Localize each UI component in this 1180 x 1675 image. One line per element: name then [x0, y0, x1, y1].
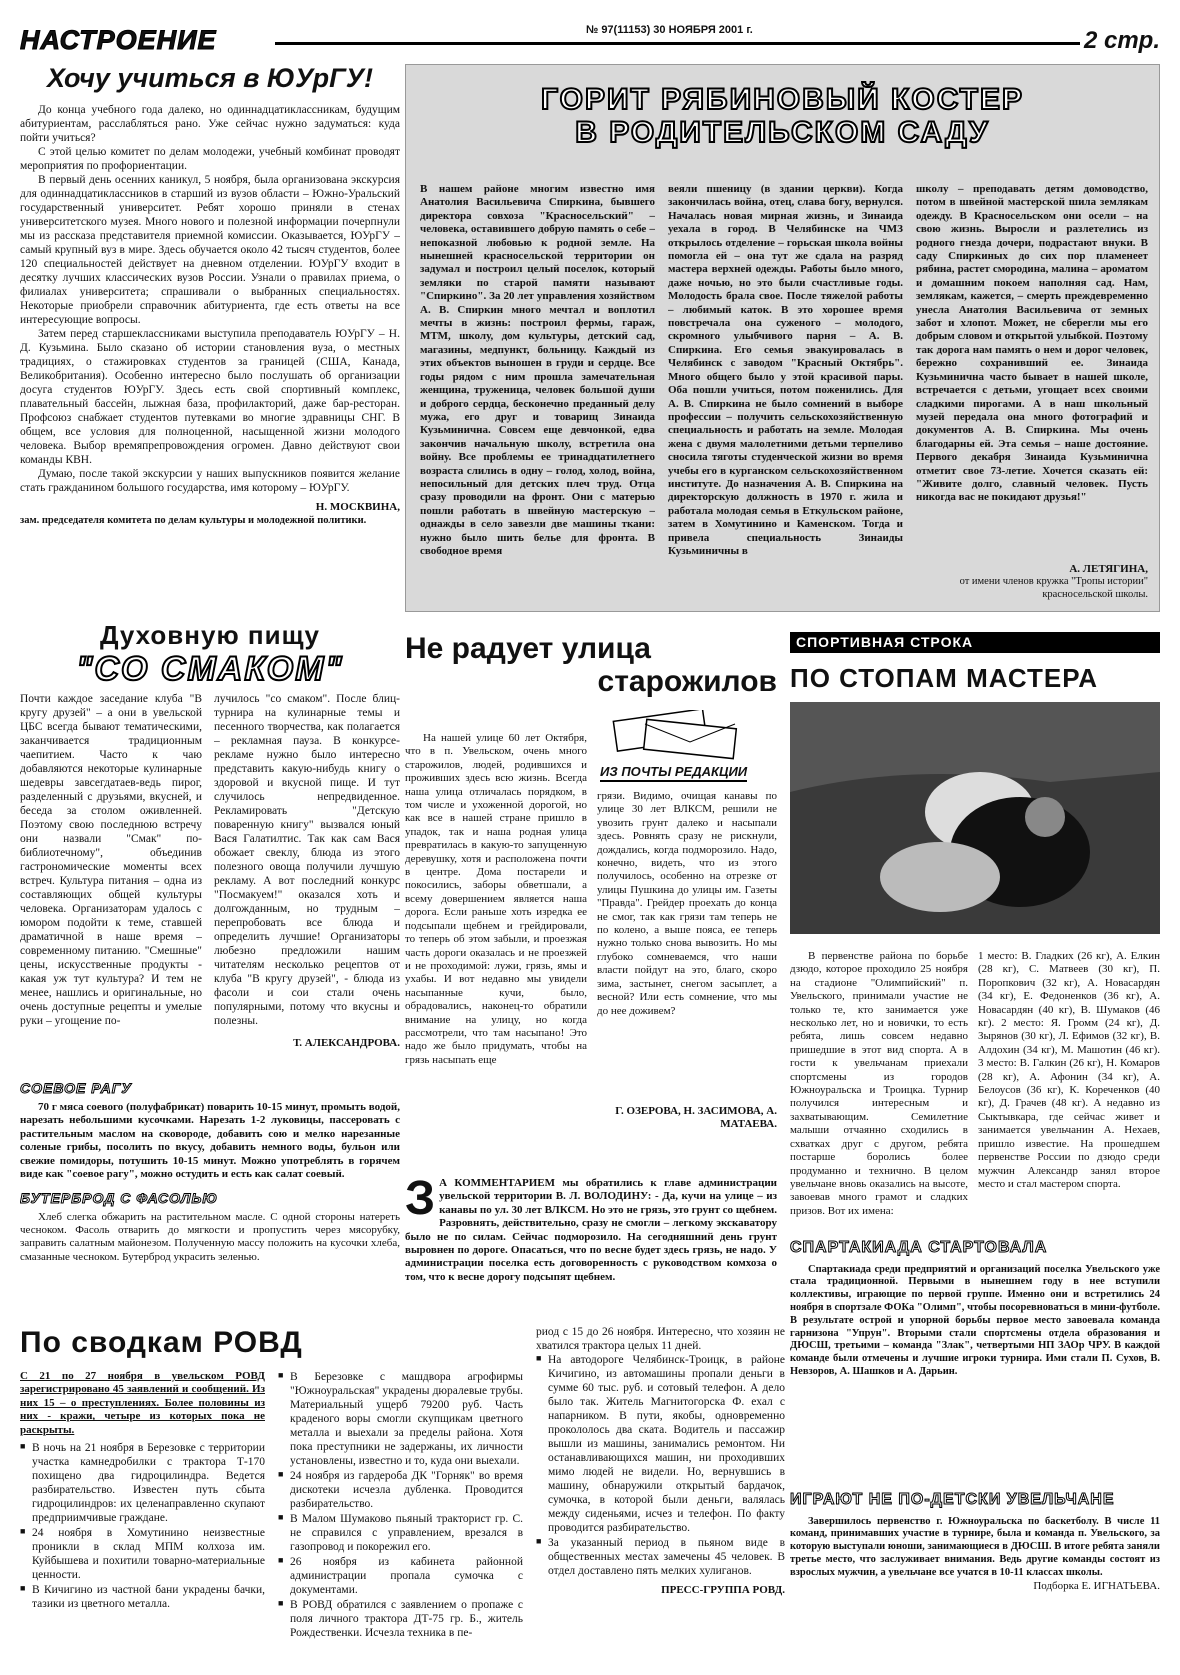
article-sport	[790, 632, 1160, 1232]
text-column: грязи. Видимо, очищая канавы по улице 30 лет ВЛКСМ, решили не увозить грунт далеко и насыпали здесь. Ровнять сразу не рискнули, дождались, когда подморозило. Надо, конечно, видеть, что из этого получилось, особенно на отрезке от улицы Пушкина до улицы им. Газеты "Правда". Грейдер проехать до конца не смог, так как грязи там теперь не по колено, а выше пояса, ее теперь нужно только снова вывозить. Но мы глубоко сомневаемся, что наши власти пойдут на это, благо, скоро зима, застынет, снегом засыплет, а весной? Или есть сомнение, что мы до нее доживем? Г. ОЗЕРОВА, Н. ЗАСИМОВА, А. МАТАЕВА.	[597, 790, 777, 1131]
article-title: ГОРИТ РЯБИНОВЫЙ КОСТЕР В РОДИТЕЛЬСКОМ САДУ	[541, 83, 1024, 149]
article-basketball	[790, 1490, 1160, 1675]
list-item: ■ В РОВД обратился с заявлением о пропаже с поля личного трактора ДТ-75 гр. Б., житель Рождественки. Исчезла техника в пе-	[278, 1598, 523, 1640]
lead: С 21 по 27 ноября в увельском РОВД зарегистрировано 45 заявлений и сообщений. Из них 15 – о преступлениях. Более половины из них - кражи, четыре из которых пока не раскрыты.	[20, 1370, 265, 1436]
article-title: Хочу учиться в ЮУрГУ!	[47, 63, 373, 93]
author: Н. МОСКВИНА,	[315, 501, 400, 514]
author: А. ЛЕТЯГИНА,	[1069, 563, 1148, 575]
recipe-title: СОЕВОЕ РАГУ	[20, 1080, 132, 1096]
article-ryabina	[405, 64, 1160, 612]
envelopes-icon	[605, 710, 755, 760]
section-title: НАСТРОЕНИЕ	[20, 25, 217, 55]
article-title: ПО СТОПАМ МАСТЕРА	[790, 663, 1099, 694]
page-number: 2 стр.	[1083, 27, 1160, 54]
masthead	[20, 24, 1160, 58]
list-item: ■ На автодороге Челябинск-Троицк, в районе Кичигино, из автомашины пропали деньги в сумме 60 тыс. руб. и сотовый телефон. А дело было так. Житель Магнитогорска Ф. ехал с напарником. В пути, якобы, одновременно прокололось два ската. Водитель и пассажир вышли из машины, занимались ремонтом. Ни останавливающихся машин, ни проходивших мимо людей не видели. Но, вернувшись в машину, обнаружили открытый бардачок, сумочка, в которой были деньги, валялась между сиденьями, исчез и телефон. По факту проводится разбирательство.	[536, 1353, 785, 1535]
recipes	[20, 1080, 400, 1320]
text-column: На нашей улице 60 лет Октября, что в п. Увельском, очень много старожилов, людей, родившихся и проживших здесь всю жизнь. Всегда наша улица отличалась порядком, в том числе и ухоженной дорогой, но как все в нашей стране пришло в упадок, так и наша родная улица превратилась в какую-то запущенную деревушку, хотя и расположена почти в центре. Дома постарели и покосились, заборы обветшали, а всему довершением является наша дорога. Если раньше хоть изредка ее подсыпали щебнем и грейдировали, то теперь об этом забыли, и проезжая часть дороги оказалась и не проезжей и не проходимой: лужи, грязь, ямы и ухабы. И вот недавно мы увидели насыпанные кучи, было, обрадовались, наконец-то обратили внимание на улицу, но когда рассмотрели, что там насыпано! Это надо же было придумать, чтобы на грязь насыпать еще	[405, 732, 587, 1066]
crime-list	[536, 1353, 785, 1578]
recipe-text: 70 г мяса соевого (полуфабрикат) поварить 10-15 минут, промыть водой, нарезать небольшими кусочками. Нарезать 1-2 луковицы, пассеровать с растительным маслом на сковороде, добавить сою и мелко нарезанные соленые грибы, посолить по вкусу, добавить немного воды, бульон или свежие помидоры, потушить 10-15 минут. Можно употреблять в горячем виде как "соевое рагу", можно остудить и есть как салат соевый.	[20, 1101, 400, 1181]
article-yurgu	[20, 62, 400, 622]
text-column: Почти каждое заседание клуба "В кругу друзей" – а они в увельской ЦБС всегда бывают тематическими, заканчивается традиционным чаепитием. Часто к чаю добавляются некоторые кулинарные шедевры завсегдатаев-ведь пирог, разделенный с друзьями, вкусней, и беседа за столом оживленней. Поэтому свою последнюю встречу они назвали "Смак" по-библиотечному", объединив гастрономические моменты всех встреч. Культура питания – одна из составляющих общей культуры человека. Организаторам удалось с юмором подойти к теме, ставшей драматичной в наше время – современному питанию. "Смешные" цены, искусственные продукты - какая уж тут культура? И тем не менее, нашлись и оригинальные, но очень доступные рецепты и умелые руки – угощение по-	[20, 693, 202, 1028]
author: Подборка Е. ИГНАТЬЕВА.	[1033, 1579, 1160, 1592]
text-column: 1 место: В. Гладких (26 кг), А. Елкин (28 кг), С. Матвеев (30 кг), П. Поропкович (32 кг), А. Новасардян (34 кг), Е. Федоненков (36 кг), А. Новасардян (40 кг), В. Шумаков (46 кг). 2 место: Я. Громм (24 кг), Д. Зырянов (30 кг), Л. Ефимов (32 кг), В. Алдохин (34 кг), М. Машотин (46 кг). 3 место: В. Галкин (26 кг), Н. Комаров (28 кг), А. Афонин (34 кг), А. Белоусов (36 кг), К. Кореченков (40 кг), Д. Грачев (48 кг). А недавно из Сыктывкара, где сейчас живет и занимается увельчанин А. Нехаев, пришло известие. На прошедшем первенстве России по дзюдо среди мужчин Александр занял второе место и стал мастером спорта.	[978, 950, 1160, 1190]
paragraph: Затем перед старшеклассниками выступила преподаватель ЮУрГУ – Н. Д. Кузьмина. Было сказано об истории становления вуза, о местных традициях, о стажировках студентов за границей (США, Канада, Великобритания). Особенно интересно было послушать об организации досуга студентов ЮУрГУ. Здесь есть свой спортивный комплекс, плавательный бассейн, лыжная база, профилакторий, даже бар-ресторан. Профсоюз снабжает студентов путевками во многие здравницы СНГ. В общем, все условия для полноценной, насыщенной жизни молодого человека. Выбор времяпрепровождения огромен. Давно действуют свои команды КВН.	[20, 328, 400, 467]
paragraph: Завершилось первенство г. Южноуральска по баскетболу. В числе 11 команд, принимавших участие в турнире, была и команда п. Увельского, за которую выступали юноши, занимающиеся в ДЮСШ. В итоге ребята заняли третье место, что заслуживает внимания. Ведь другие команды состоят из взрослых мужчин, а увельчане все учатся в 10-11 классах школы.	[790, 1515, 1160, 1578]
list-item: ■ В Кичигино из частной бани украдены бачки, тазики из цветного металла.	[20, 1583, 265, 1611]
masthead-rule	[275, 42, 1080, 45]
text-column: школу – преподавать детям домоводство, потом в швейной мастерской шила землякам одежду. В Красносельском они осели – на свою жизнь. Выросли и разлетелись из родного гнезда дочери, подрастают внуки. В саду Спиркиных до сих пор пламенеет рябина, растет смородина, малина – ароматом и домашним покоем наполняя сад. Нам, землякам, кажется, – смерть преждевременно унесла Анатолия Васильевича от земных забот и хлопот. Может, не сберегли мы его добрым словом и открытой улыбкой. Поэтому так дорога нам память о нем и дорог человек, бережно сохранивший ее. Зинаида Кузьминична часто бывает в нашей школе, встречается с детьми, угощает всех своими сладкими пирогами. А в наш школьный музей передала она много фотографий и документов А. В. Спиркина. Мы очень благодарны ей. Эта семья – наше достояние. Первого декабря Зинаида Кузьминична отметит свое 73-летие. Хочется сказать ей: "Живите долго, славный человек. Пусть никогда вас не покидают друзья!" А. ЛЕТЯГИНА, от имени членов кружка "Тропы истории" красносельской школы.	[916, 183, 1148, 601]
recipe-title: БУТЕРБРОД С ФАСОЛЬЮ	[20, 1189, 218, 1206]
author: Т. АЛЕКСАНДРОВА.	[293, 1037, 400, 1049]
paragraph: В первый день осенних каникул, 5 ноября, была организована экскурсия для одиннадцатиклассников в старший из вузов области – Южно-Уральский государственный университет. Ребят хорошо приняли в стенах университетского музея. Много нового и полезной информации почерпнули мы из рассказа представителя приемной комиссии. Оказывается, ЮУрГУ – самый крупный вуз в мире. Здесь обучается около 42 тысяч студентов, более 120 специальностей действует на дневном отделении. ЮУрГУ входит в десятку лучших классических вузов России. Узнали о правилах приема, о филиалах университета; спрашивали о выбранных специальностях. Некоторые приобрели справочник абитуриента, где есть ответы на все интересующие вопросы.	[20, 174, 400, 327]
article-title: Не радует улица старожилов	[405, 632, 777, 698]
text-column	[278, 1370, 523, 1675]
crime-list	[278, 1370, 523, 1640]
text-column: В нашем районе многим известно имя Анатолия Васильевича Спиркина, бывшего директора совхоза "Красносельский" – человека, оставившего добрую память о себе – непоказной любовью к родной земле. На нынешней красносельской территории он задумал и построил целый поселок, который земляки по старой памяти называют "Спиркино". За 20 лет управления хозяйством А. В. Спиркин много мечтал и воплотил мечты в жизнь: построил фермы, гараж, МТМ, школу, дом культуры, детский сад, магазины, медпункт, больницу. Каждый из этих объектов выношен в груди и сердце. Все годы рядом с ним прошла замечательная женщина, труженица, человек большой души и доброго сердца, бесконечно преданный делу мужа, его друг и товарищ Зинаида Кузьминична. Совсем еще девчонкой, едва закончив начальную школу, встретила она войну. Все проблемы ее тринадцатилетнего возраста слились в одну – голод, холод, война, непосильный для детских плеч труд. Отца сразу проводили на фронт. Они с матерью пошли работать в швейную мастерскую – однажды в село завезли две машины ткани: нужно было шить белье для фронта. В свободное время	[420, 183, 655, 557]
article-street	[405, 632, 777, 1322]
paragraph: Спартакиада среди предприятий и организаций поселка Увельского уже стала традиционной. Первыми в нынешнем году в нее вступили коллективы, играющие по первой группе. Именно они и встретились 24 ноября в спортзале ФОКа "Олимп", чтобы посоревноваться в мини-футболе. В результате острой и упорной борьбы первое место завоевала команда гарнизона "Упрун". Вторыми стали спортсмены отдела образования и ДЮСШ, третьими – команда "Злак", четвертыми НП ЗАОр ЧРУ. В каждой команде были отмечены и лучшие игроки турнира. Ими стали П. Сухов, В. Невзоров, А. Шашков и А. Дарьин.	[790, 1263, 1160, 1377]
crime-list	[20, 1441, 265, 1611]
list-item: ■ 26 ноября из кабинета районной администрации пропала сумочка с документами.	[278, 1555, 523, 1597]
drop-cap: З	[405, 1177, 436, 1225]
article-title: ИГРАЮТ НЕ ПО-ДЕТСКИ УВЕЛЬЧАНЕ	[790, 1491, 1115, 1508]
article-spartakiada	[790, 1238, 1160, 1388]
article-food	[20, 620, 400, 1320]
text-column: лучилось "со смаком". После блиц-турнира на кулинарные темы и песенного творчества, как полагается – рекламная пауза. В конкурсе-рекламе нужно было интересно представить какую-нибудь книгу о здоровой и вкусной пище. И тут случилось непредвиденное. Рекламировать "Детскую поваренную книгу" вызвался юный Вася Галатилтис. Так как сам Вася обожает свеклу, блюда из этого полезного овоща получили лучшую рекламу. А вот последний конкурс "Посмакуем!" оказался хоть и долгожданным, но трудным – перепробовать все блюда и определить лучшие! Организаторы любезно предложили нашим читателям несколько рецептов от клуба "В кругу друзей", - блюда из фасоли и сои стали очень популярными, потому что вкусны и полезны. Т. АЛЕКСАНДРОВА.	[214, 693, 400, 1049]
paragraph: С этой целью комитет по делам молодежи, учебный комбинат проводят мероприятия по профориентации.	[20, 145, 400, 172]
author-role: от имени членов кружка "Тропы истории" красносельской школы.	[959, 576, 1148, 601]
article-title: По сводкам РОВД	[20, 1326, 303, 1359]
text-column: В первенстве района по борьбе дзюдо, которое проходило 25 ноября на стадионе "Олимпийский" п. Увельского, принимали участие не только те, кто занимается уже несколько лет, но и новички, то есть ребята, лишь совсем недавно пришедшие в этот вид спорта. А в гости к увельчанам приехали спортсмены из городов Южноуральска и Троицка. Турнир получился интересным и захватывающим. Семилетние малыши отчаянно сходились в схватках друг с другом, ребята постарше боролись более продуманно и технично. В целом увельчане вновь оказались на высоте, завоевав много грамот и сладких призов. Вот их имена:	[790, 950, 968, 1217]
issue-line: № 97(11153) 30 НОЯБРЯ 2001 г.	[580, 24, 759, 37]
list-item: ■ 24 ноября в Хомутинино неизвестные проникли в склад МПМ колхоза им. Куйбышева и похитили товарно-материальные ценности.	[20, 1526, 265, 1582]
judo-photo	[790, 702, 1160, 934]
paragraph: риод с 15 до 26 ноября. Интересно, что хозяин не хватился трактора целых 11 дней.	[536, 1326, 785, 1353]
list-item: ■ В Березовке с машдвора агрофирмы "Южноуральская" украдены дюралевые трубы. Материальный ущерб 79200 руб. Часть краденого воры смогли скупщикам цветного металла и выехали за пределы района. Хотя пока преступники не задержаны, их личности установлены, известно и то, куда они выехали.	[278, 1370, 523, 1468]
text-column	[536, 1325, 785, 1675]
recipe-text: Хлеб слегка обжарить на растительном масле. С одной стороны натереть чесноком. Фасоль отварить до мягкости и пропустить через мясорубку, заправить салатным майонезом. Полученную массу положить на кусочки хлеба, смазанные чесноком. Бутерброд украсить зеленью.	[20, 1210, 400, 1263]
text-column	[20, 1370, 265, 1675]
author: Г. ОЗЕРОВА, Н. ЗАСИМОВА, А. МАТАЕВА.	[615, 1105, 777, 1131]
article-rovd	[20, 1325, 785, 1675]
text-column: веяли пшеницу (в здании церкви). Когда закончилась война, отец, слава богу, вернулся. Началась новая мирная жизнь, и Зинаида уехала в город. В Челябинске на ЧМЗ открылось отделение – горьская школа войны помогла ей – она тут же сдала на разряд мастера верхней одежды. Работы было много, даже ночью, но это были счастливые годы. Молодость брала свое. После тяжелой работы – любимый каток. В это хорошее время повстречала она суженого – молодого, скромного улыбчивого парня – А. В. Спиркина. Его семья эвакуировалась в Челябинск с заводом "Красный Октябрь". Много общего было у этой красивой пары. Оба пошли учиться, потом поженились. Для А. В. Спиркина не было сомнений в выборе профессии – получить сельскохозяйственную специальность и работать на земле. Молодая жена с двумя малолетними детьми терпеливо сносила тяготы студенческой жизни во время учебы его в курганском сельскохозяйственном институте. До назначения А. В. Спиркина на директорскую должность в 1970 г. жила и работала молодая семья в Еткульском районе, затем в Хомутинино и Каменском. Тогда и привела специальность Зинаиды Кузьминичны в	[668, 183, 903, 557]
author-role: зам. председателя комитета по делам культуры и молодежной политики.	[20, 514, 367, 526]
paragraph: До конца учебного года далеко, но одиннадцатиклассникам, будущим абитуриентам, расслабляться рано. Уже сейчас нужно задуматься: куда пойти учиться?	[20, 103, 400, 144]
list-item: ■ За указанный период в пьяном виде в общественных местах замечены 45 человек. В отдел доставлено пять мелких хулиганов.	[536, 1536, 785, 1578]
paragraph: Думаю, после такой экскурсии у наших выпускников появится желание стать гражданином большого государства, имя которому – ЮУрГУ.	[20, 468, 400, 495]
section-bar: СПОРТИВНАЯ СТРОКА	[790, 632, 1160, 653]
author: ПРЕСС-ГРУППА РОВД.	[661, 1584, 785, 1597]
list-item: ■ В ночь на 21 ноября в Березовке с территории участка камнедробилки с трактора Т-170 похищено два гидроцилиндра. Ведется разбирательство. Известен путь сбыта гидроцилиндров: их целенаправленно скупают предприимчивые граждане.	[20, 1441, 265, 1525]
article-title: СПАРТАКИАДА СТАРТОВАЛА	[790, 1239, 1048, 1256]
comment-box: З А КОММЕНТАРИЕМ мы обратились к главе администрации увельской территории В. Л. ВОЛОДИНУ: - Да, кучи на улице – из канавы по ул. 30 лет ВЛКСМ. Но это не грязь, это грунт со щебнем. Разровнять, действительно, сразу не смогли – легкому экскаватору было не по силам. Сейчас подморозило. На сегодняшний день грунт выровнен по дороге. Опасаться, что по весне будет здесь грязь, не надо. У администрации поселка есть договоренность с руководством комхоза о том, что к весне дорогу подсыпят щебнем.	[405, 1177, 777, 1283]
article-title: Духовную пищу "СО СМАКОМ"	[76, 620, 344, 688]
list-item: ■ 24 ноября из гардероба ДК "Горняк" во время дискотеки исчезла дубленка. Проводится разбирательство.	[278, 1469, 523, 1511]
mail-label: ИЗ ПОЧТЫ РЕДАКЦИИ	[600, 764, 747, 782]
list-item: ■ В Малом Шумаково пьяный тракторист гр. С. не справился с управлением, врезался в газопровод и покорежил его.	[278, 1512, 523, 1554]
